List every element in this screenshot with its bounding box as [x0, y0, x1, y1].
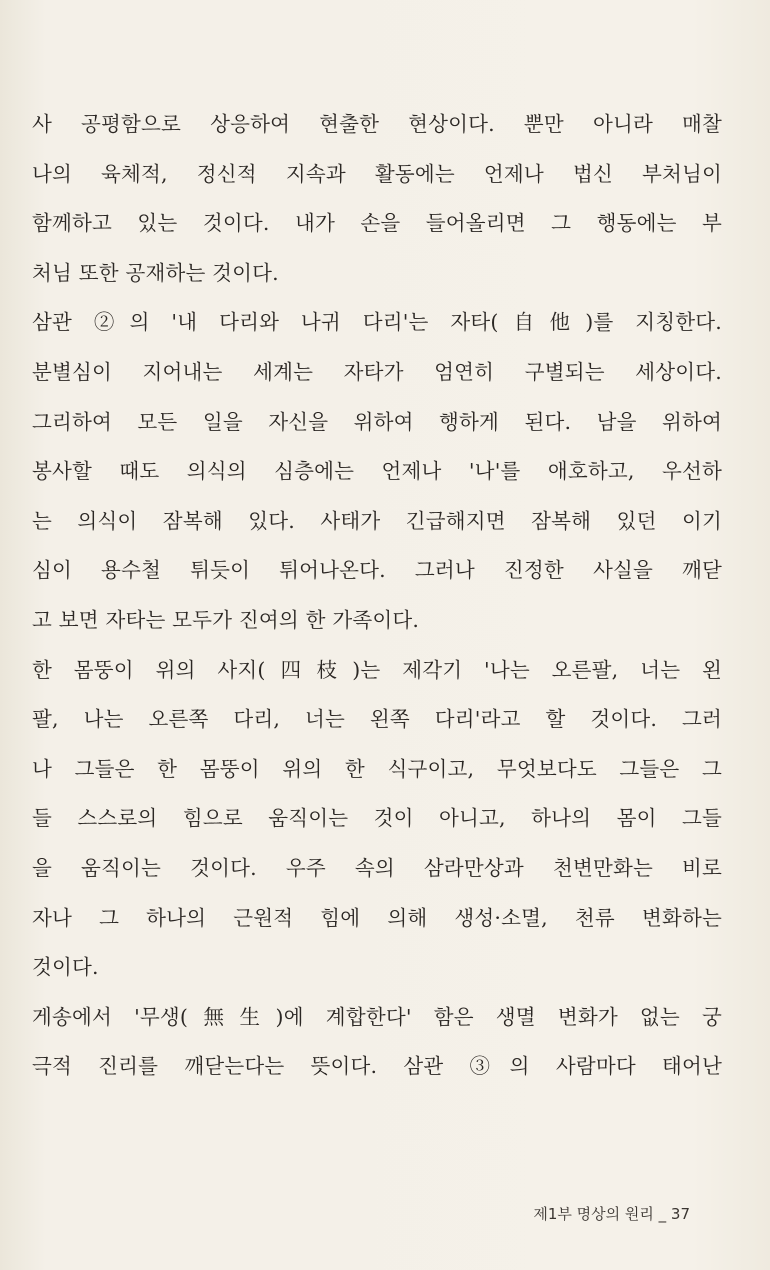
text-line: 삼관 ②의 '내 다리와 나귀 다리'는 자타(自他)를 지칭한다.: [32, 310, 722, 335]
text-line: 처님 또한 공재하는 것이다.: [32, 260, 279, 285]
body-text: [32, 100, 722, 1092]
text-line: 함께하고 있는 것이다. 내가 손을 들어올리면 그 행동에는 부: [32, 211, 722, 236]
paragraph: [32, 646, 722, 993]
text-line: 자나 그 하나의 근원적 힘에 의해 생성·소멸, 천류 변화하는: [32, 905, 722, 930]
text-line: 봉사할 때도 의식의 심층에는 언제나 '나'를 애호하고, 우선하: [32, 459, 722, 484]
running-footer: [0, 1203, 690, 1224]
text-line: 게송에서 '무생(無生)에 계합한다' 함은 생멸 변화가 없는 궁: [32, 1004, 722, 1029]
text-line: 한 몸뚱이 위의 사지(四枝)는 제각기 '나는 오른팔, 너는 왼: [32, 657, 722, 682]
page-number-footer: 제1부 명상의 원리 _ 37: [533, 1205, 690, 1223]
paragraph: [32, 298, 722, 645]
text-line: 사 공평함으로 상응하여 현출한 현상이다. 뿐만 아니라 매찰: [32, 112, 722, 136]
text-line: 것이다.: [32, 955, 99, 980]
text-line: 을 움직이는 것이다. 우주 속의 삼라만상과 천변만화는 비로: [32, 855, 722, 880]
text-line: 나 그들은 한 몸뚱이 위의 한 식구이고, 무엇보다도 그들은 그: [32, 756, 722, 781]
text-line: 는 의식이 잠복해 있다. 사태가 긴급해지면 잠복해 있던 이기: [32, 508, 722, 533]
text-line: 나의 육체적, 정신적 지속과 활동에는 언제나 법신 부처님이: [32, 161, 722, 186]
text-line: 극적 진리를 깨닫는다는 뜻이다. 삼관 ③의 사람마다 태어난: [32, 1054, 722, 1079]
paragraph: [32, 993, 722, 1092]
paragraph: [32, 100, 722, 298]
text-line: 고 보면 자타는 모두가 진여의 한 가족이다.: [32, 607, 420, 632]
text-line: 분별심이 지어내는 세계는 자타가 엄연히 구별되는 세상이다.: [32, 359, 722, 384]
text-line: 그리하여 모든 일을 자신을 위하여 행하게 된다. 남을 위하여: [32, 409, 722, 434]
text-line: 심이 용수철 튀듯이 튀어나온다. 그러나 진정한 사실을 깨닫: [32, 558, 722, 583]
text-line: 팔, 나는 오른쪽 다리, 너는 왼쪽 다리'라고 할 것이다. 그러: [32, 707, 722, 732]
text-line: 들 스스로의 힘으로 움직이는 것이 아니고, 하나의 몸이 그들: [32, 806, 722, 831]
